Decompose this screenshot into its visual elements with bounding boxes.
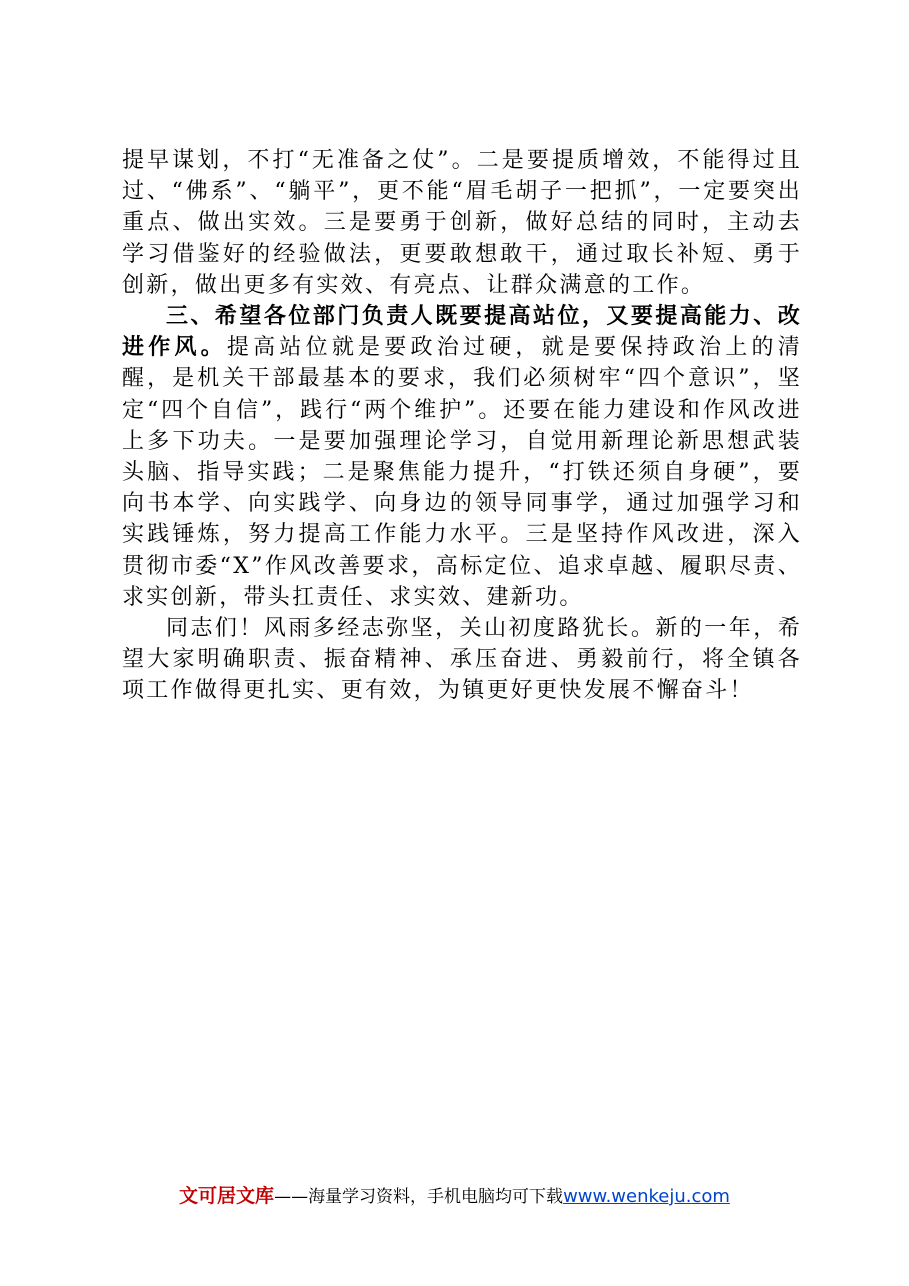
footer-banner [0, 1183, 909, 1210]
footer-website-link[interactable]: www.wenkeju.com [563, 1186, 730, 1207]
paragraph-3 [122, 613, 802, 707]
paragraph-2 [122, 301, 802, 613]
paragraph-3-text: 同志们！风雨多经志弥坚，关山初度路犹长。新的一年，希望大家明确职责、振奋精神、承压奋进、勇毅前行，将全镇各项工作做得更扎实、更有效，为镇更好更快发展不懈奋斗！ [122, 616, 802, 704]
paragraph-1 [122, 145, 802, 301]
paragraph-1-text: 提早谋划，不打“无准备之仗”。二是要提质增效，不能得过且过、“佛系”、“躺平”，更不能“眉毛胡子一把抓”，一定要突出重点、做出实效。三是要勇于创新，做好总结的同时，主动去学习借鉴好的经验做法，更要敢想敢干，通过取长补短、勇于创新，做出更多有实效、有亮点、让群众满意的工作。 [122, 148, 802, 298]
paragraph-2-heading: 三、希望各位部门负责人既要提高站位，又要提高能力、改进作风。 [122, 303, 802, 361]
document-body [122, 145, 802, 707]
paragraph-2-text: 提高站位就是要政治过硬，就是要保持政治上的清醒，是机关干部最基本的要求，我们必须树牢“四个意识”，坚定“四个自信”，践行“两个维护”。还要在能力建设和作风改进上多下功夫。一是要加强理论学习，自觉用新理论新思想武装头脑、指导实践；二是聚焦能力提升，“打铁还须自身硬”，要向书本学、向实践学、向身边的领导同事学，通过加强学习和实践锤炼，努力提高工作能力水平。三是坚持作风改进，深入贯彻市委“X”作风改善要求，高标定位、追求卓越、履职尽责、求实创新，带头扛责任、求实效、建新功。 [122, 335, 803, 610]
footer-brand: 文可居文库 [179, 1185, 275, 1207]
footer-slogan: ——海量学习资料，手机电脑均可下载 [274, 1187, 564, 1207]
